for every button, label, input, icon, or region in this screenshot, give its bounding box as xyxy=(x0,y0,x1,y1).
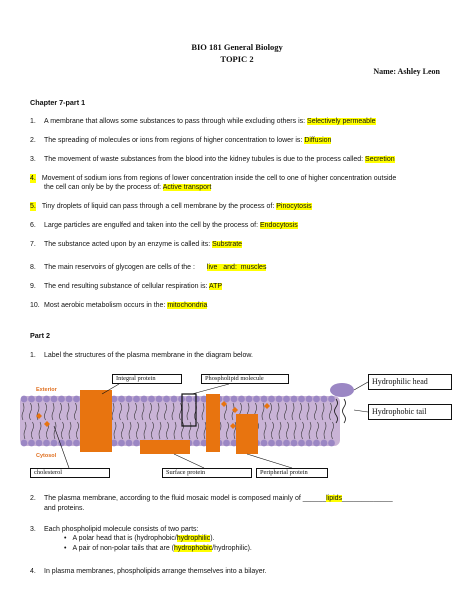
answer-9: ATP xyxy=(208,283,223,290)
phospholipid-head xyxy=(43,440,50,447)
phospholipid-head xyxy=(148,396,155,403)
bullet-nonpolar-tails: • A pair of non-polar tails that are (hydrophobic/hydrophilic). xyxy=(64,545,252,552)
phospholipid-head xyxy=(36,440,43,447)
part1-title: Chapter 7-part 1 xyxy=(30,98,86,107)
phospholipid-head xyxy=(186,396,193,403)
phospholipid-head xyxy=(283,440,290,447)
connector xyxy=(192,384,229,394)
course-title: BIO 181 General Biology xyxy=(191,42,283,52)
answer-lipids: lipids xyxy=(326,495,343,502)
phospholipid-head xyxy=(306,440,313,447)
connector xyxy=(247,454,292,468)
phospholipid-head xyxy=(133,396,140,403)
phospholipid-head xyxy=(231,396,238,403)
phospholipid-head xyxy=(328,440,335,447)
phospholipid-head xyxy=(193,440,200,447)
phospholipid-head xyxy=(291,396,298,403)
phospholipid-head xyxy=(283,396,290,403)
question-4-cont: the cell can only be by the process of: Active transport xyxy=(44,184,212,191)
question-4: 4. Movement of sodium ions from regions of lower concentration inside the cell to one of higher concentration outside xyxy=(30,175,397,182)
phospholipid-head xyxy=(276,396,283,403)
phospholipid-head xyxy=(51,440,58,447)
question-6: 6. Large particles are engulfed and taken into the cell by the process of: Endocytosis xyxy=(30,222,298,229)
phospholipid-head xyxy=(163,396,170,403)
connector xyxy=(174,454,204,468)
part2-title: Part 2 xyxy=(30,331,50,340)
legend-tail xyxy=(343,399,346,423)
label-cholesterol[interactable]: cholesterol xyxy=(30,468,110,478)
phospholipid-head xyxy=(313,396,320,403)
phospholipid-head xyxy=(276,440,283,447)
part2-question-1: 1. Label the structures of the plasma membrane in the diagram below. xyxy=(30,352,253,359)
phospholipid-head xyxy=(253,396,260,403)
phospholipid-head xyxy=(298,396,305,403)
integral-protein xyxy=(206,394,220,452)
question-5: 5. Tiny droplets of liquid can pass through a cell membrane by the process of: Pinocytosis xyxy=(30,203,312,210)
answer-4: Active transport xyxy=(162,184,212,191)
phospholipid-head xyxy=(28,440,35,447)
part2-question-4: 4. In plasma membranes, phospholipids arrange themselves into a bilayer. xyxy=(30,568,267,575)
label-hydrophilic-head[interactable]: Hydrophilic head xyxy=(368,374,452,390)
question-1: 1. A membrane that allows some substances to pass through while excluding others is: Selectively permeable xyxy=(30,118,376,125)
integral-protein xyxy=(80,390,112,452)
phospholipid-head xyxy=(291,440,298,447)
answer-6: Endocytosis xyxy=(259,222,298,229)
phospholipid-head xyxy=(51,396,58,403)
phospholipid-head xyxy=(306,396,313,403)
phospholipid-head xyxy=(246,396,253,403)
phospholipid-head xyxy=(58,396,65,403)
phospholipid-head xyxy=(171,396,178,403)
part2-question-3: 3. Each phospholipid molecule consists of two parts: xyxy=(30,526,199,533)
phospholipid-head xyxy=(43,396,50,403)
answer-hydrophobic: hydrophobic xyxy=(174,545,213,552)
phospholipid-head xyxy=(313,440,320,447)
answer-3: Secretion xyxy=(365,156,395,163)
answer-2: Diffusion xyxy=(304,137,332,144)
phospholipid-head xyxy=(126,440,133,447)
phospholipid-head xyxy=(126,396,133,403)
phospholipid-head xyxy=(73,440,80,447)
phospholipid-head xyxy=(238,396,245,403)
topic-title: TOPIC 2 xyxy=(220,54,254,64)
question-7: 7. The substance acted upon by an enzyme is called its: Substrate xyxy=(30,241,243,248)
label-surface-protein[interactable]: Surface protein xyxy=(162,468,252,478)
label-integral-protein[interactable]: Integral protein xyxy=(112,374,182,384)
phospholipid-bilayer xyxy=(20,382,368,468)
connector xyxy=(354,382,368,390)
answer-1: Selectively permeable xyxy=(307,118,376,125)
question-3: 3. The movement of waste substances from the blood into the kidney tubules is due to the process called: Secretion xyxy=(30,156,395,163)
label-hydrophobic-tail[interactable]: Hydrophobic tail xyxy=(368,404,452,420)
question-10: 10. Most aerobic metabolism occurs in the: mitochondria xyxy=(30,302,208,309)
phospholipid-head xyxy=(298,440,305,447)
phospholipid-head xyxy=(328,396,335,403)
phospholipid-head xyxy=(118,440,125,447)
exterior-label: Exterior xyxy=(36,387,57,393)
phospholipid-head xyxy=(66,396,73,403)
question-8: 8. The main reservoirs of glycogen are cells of the : live and: muscles xyxy=(30,264,267,271)
cytosol-label: Cytosol xyxy=(36,453,57,459)
phospholipid-head xyxy=(36,396,43,403)
part2-question-2-cont: and proteins. xyxy=(44,505,85,512)
integral-protein xyxy=(236,414,258,454)
question-9: 9. The end resulting substance of cellular respiration is: ATP xyxy=(30,283,223,290)
student-name: Name: Ashley Leon xyxy=(373,67,440,76)
phospholipid-head xyxy=(268,396,275,403)
phospholipid-head xyxy=(268,440,275,447)
label-phospholipid-molecule[interactable]: Phospholipid molecule xyxy=(201,374,289,384)
phospholipid-head xyxy=(21,440,28,447)
phospholipid-head xyxy=(66,440,73,447)
peripherial-protein xyxy=(140,440,190,454)
bullet-polar-head: • A polar head that is (hydrophobic/hydrophilic). xyxy=(64,535,215,542)
answer-hydrophilic: hydrophilic xyxy=(176,535,211,542)
phospholipid-head xyxy=(141,396,148,403)
connector xyxy=(354,410,368,412)
phospholipid-head xyxy=(261,440,268,447)
legend-head xyxy=(330,383,354,397)
phospholipid-head xyxy=(28,396,35,403)
answer-5: Pinocytosis xyxy=(276,203,312,210)
question-2: 2. The spreading of molecules or ions from regions of higher concentration to lower is: Diffusion xyxy=(30,137,332,144)
label-peripherial-protein[interactable]: Peripherial protein xyxy=(256,468,328,478)
phospholipid-head xyxy=(21,396,28,403)
phospholipid-head xyxy=(261,396,268,403)
answer-10: mitochondria xyxy=(167,302,208,309)
phospholipid-head xyxy=(133,440,140,447)
phospholipid-head xyxy=(156,396,163,403)
phospholipid-head xyxy=(321,440,328,447)
part2-question-2: 2. The plasma membrane, according to the fluid mosaic model is composed mainly of ______lipids_____________ xyxy=(30,495,393,502)
phospholipid-head xyxy=(118,396,125,403)
answer-8: live and: muscles xyxy=(206,264,267,271)
membrane-diagram xyxy=(14,366,460,486)
phospholipid-head xyxy=(223,440,230,447)
answer-7: Substrate xyxy=(212,241,243,248)
phospholipid-head xyxy=(321,396,328,403)
phospholipid-head xyxy=(73,396,80,403)
